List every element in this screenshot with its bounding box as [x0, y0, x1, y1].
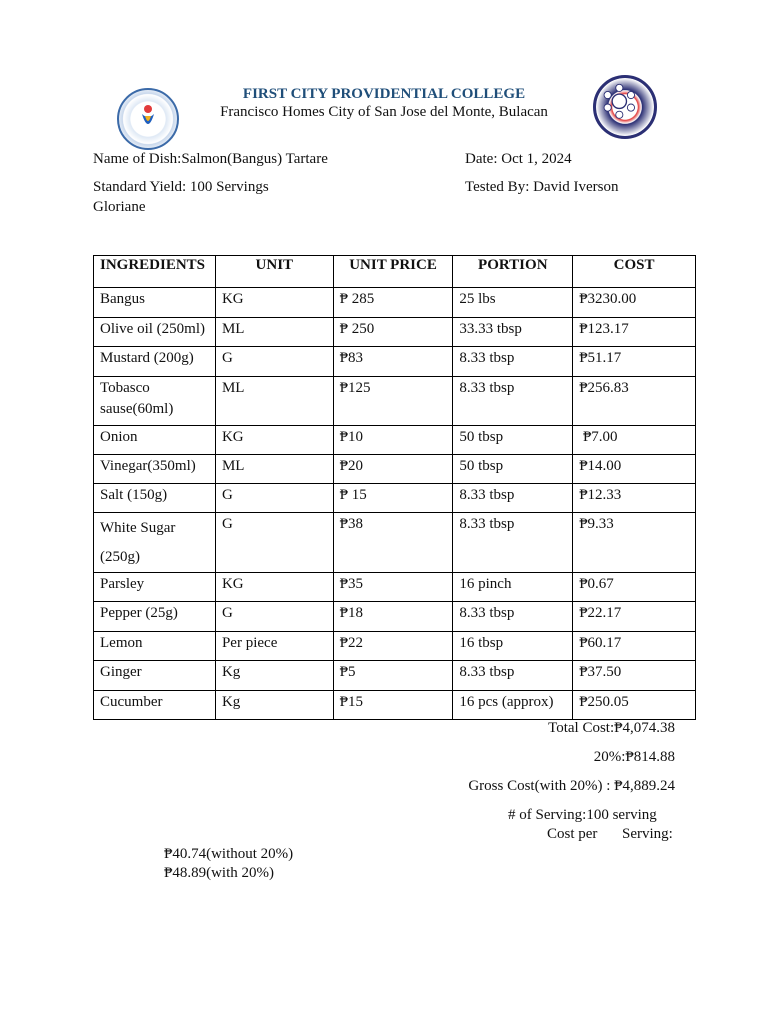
portion-cell: 8.33 tbsp [453, 484, 573, 513]
tested-by-continued: Gloriane [93, 199, 146, 215]
table-row [94, 288, 696, 318]
ingredient-cell: Cucumber [94, 691, 216, 720]
header-unit-price: UNIT PRICE [333, 256, 453, 288]
tested-by: Tested By: David Iverson [465, 179, 619, 195]
cost-cell: ₱3230.00 [573, 288, 696, 318]
header-unit: UNIT [215, 256, 333, 288]
gross-cost: Gross Cost(with 20%) : ₱4,889.24 [468, 778, 675, 794]
dish-name: Name of Dish:Salmon(Bangus) Tartare [93, 151, 328, 167]
cost-cell: ₱22.17 [573, 602, 696, 632]
unit-cell: G [215, 513, 333, 573]
table-row [94, 661, 696, 691]
cost-cell: ₱12.33 [573, 484, 696, 513]
cost-cell: ₱37.50 [573, 661, 696, 691]
cost-cell: ₱51.17 [573, 347, 696, 377]
price-cell: ₱15 [333, 691, 453, 720]
ingredient-cell: Vinegar(350ml) [94, 455, 216, 484]
price-cell: ₱5 [333, 661, 453, 691]
price-cell: ₱18 [333, 602, 453, 632]
unit-cell: Kg [215, 691, 333, 720]
portion-cell: 16 pcs (approx) [453, 691, 573, 720]
price-cell: ₱125 [333, 377, 453, 426]
cost-cell: ₱9.33 [573, 513, 696, 573]
table-row [94, 691, 696, 720]
unit-cell: KG [215, 288, 333, 318]
table-row [94, 632, 696, 661]
ingredient-cell: Salt (150g) [94, 484, 216, 513]
college-address: Francisco Homes City of San Jose del Monte, Bulacan [220, 104, 548, 120]
cost-cell: ₱14.00 [573, 455, 696, 484]
ingredient-cell: Tobasco sause(60ml) [94, 377, 216, 426]
test-date: Date: Oct 1, 2024 [465, 151, 572, 167]
cost-per-label: Cost per [547, 826, 598, 842]
portion-cell: 16 pinch [453, 573, 573, 602]
cost-cell: ₱60.17 [573, 632, 696, 661]
ingredient-cell: White Sugar (250g) [94, 513, 216, 573]
table-row [94, 377, 696, 426]
ingredient-cell: Olive oil (250ml) [94, 318, 216, 347]
ingredient-cell: Onion [94, 426, 216, 455]
price-cell: ₱ 15 [333, 484, 453, 513]
table-row [94, 426, 696, 455]
unit-cell: G [215, 602, 333, 632]
table-row [94, 513, 696, 573]
cost-with-20: ₱48.89(with 20%) [164, 865, 274, 881]
portion-cell: 8.33 tbsp [453, 513, 573, 573]
unit-cell: ML [215, 318, 333, 347]
portion-cell: 16 tbsp [453, 632, 573, 661]
total-cost: Total Cost:₱4,074.38 [548, 720, 675, 736]
price-cell: ₱22 [333, 632, 453, 661]
unit-cell: ML [215, 377, 333, 426]
unit-cell: ML [215, 455, 333, 484]
serving-label: Serving: [622, 826, 673, 842]
unit-cell: G [215, 484, 333, 513]
portion-cell: 8.33 tbsp [453, 347, 573, 377]
table-row [94, 573, 696, 602]
portion-cell: 8.33 tbsp [453, 661, 573, 691]
cost-without-20: ₱40.74(without 20%) [164, 846, 294, 862]
table-row [94, 484, 696, 513]
cost-cell: ₱0.67 [573, 573, 696, 602]
table-header-row [94, 256, 696, 288]
portion-cell: 50 tbsp [453, 426, 573, 455]
unit-cell: G [215, 347, 333, 377]
header-portion: PORTION [453, 256, 573, 288]
standard-yield: Standard Yield: 100 Servings [93, 179, 269, 195]
ingredient-cell: Pepper (25g) [94, 602, 216, 632]
cost-cell: ₱123.17 [573, 318, 696, 347]
header-ingredients: INGREDIENTS [94, 256, 216, 288]
ingredient-cell: Parsley [94, 573, 216, 602]
ingredient-cell: Bangus [94, 288, 216, 318]
header-cost: COST [573, 256, 696, 288]
college-name: FIRST CITY PROVIDENTIAL COLLEGE [242, 86, 526, 102]
portion-cell: 8.33 tbsp [453, 377, 573, 426]
portion-cell: 25 lbs [453, 288, 573, 318]
price-cell: ₱38 [333, 513, 453, 573]
table-row [94, 318, 696, 347]
unit-cell: Kg [215, 661, 333, 691]
unit-cell: KG [215, 426, 333, 455]
unit-cell: Per piece [215, 632, 333, 661]
portion-cell: 8.33 tbsp [453, 602, 573, 632]
price-cell: ₱ 250 [333, 318, 453, 347]
portion-cell: 33.33 tbsp [453, 318, 573, 347]
portion-cell: 50 tbsp [453, 455, 573, 484]
price-cell: ₱35 [333, 573, 453, 602]
cost-cell: ₱256.83 [573, 377, 696, 426]
price-cell: ₱20 [333, 455, 453, 484]
price-cell: ₱ 285 [333, 288, 453, 318]
table-row [94, 455, 696, 484]
price-cell: ₱10 [333, 426, 453, 455]
ingredient-cell: Lemon [94, 632, 216, 661]
twenty-percent: 20%:₱814.88 [593, 749, 675, 765]
ingredient-cell: Ginger [94, 661, 216, 691]
price-cell: ₱83 [333, 347, 453, 377]
ingredients-table [93, 255, 696, 720]
unit-cell: KG [215, 573, 333, 602]
cost-cell: ₱250.05 [573, 691, 696, 720]
table-row [94, 602, 696, 632]
number-of-servings: # of Serving:100 serving [508, 807, 657, 823]
table-row [94, 347, 696, 377]
cost-cell: ₱7.00 [573, 426, 696, 455]
ingredient-cell: Mustard (200g) [94, 347, 216, 377]
